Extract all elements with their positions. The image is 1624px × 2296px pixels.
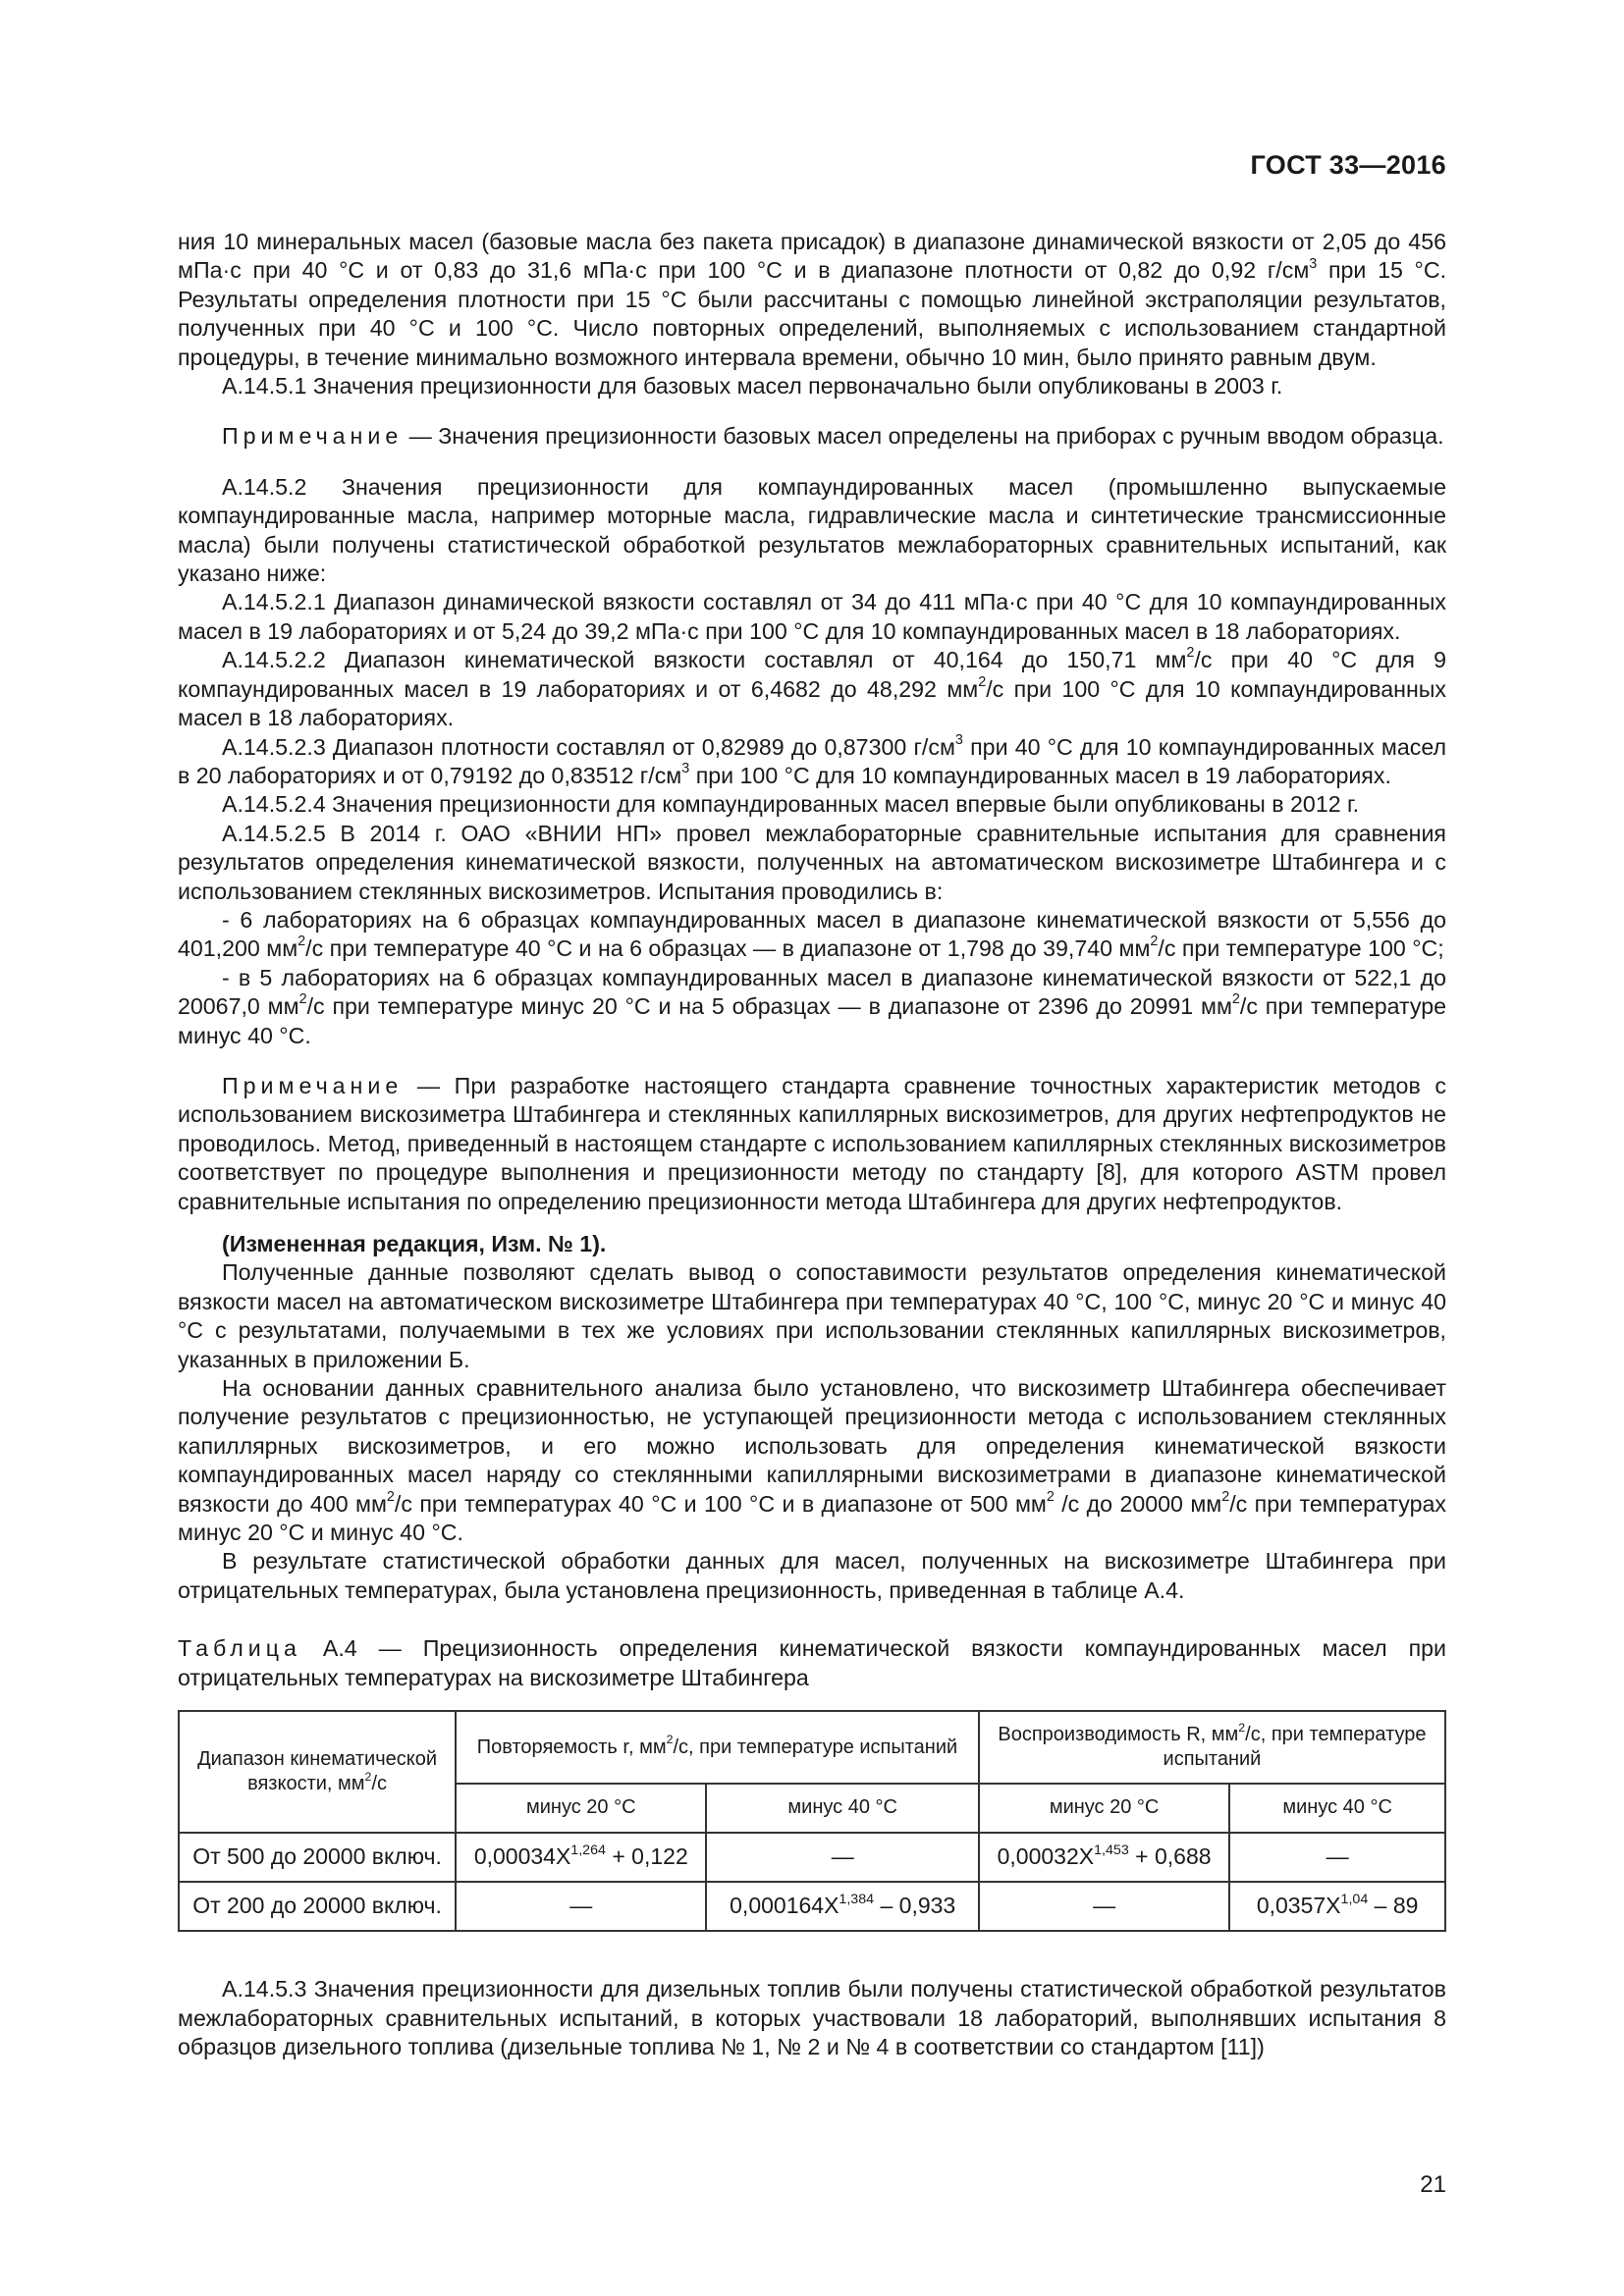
amendment-note: (Измененная редакция, Изм. № 1). — [222, 1231, 607, 1256]
table-cell-range: От 200 до 20000 включ. — [179, 1882, 456, 1931]
table-cell-range: От 500 до 20000 включ. — [179, 1833, 456, 1882]
table-cell: $0,000164X^{1,384} - 0,933$ — [706, 1882, 978, 1931]
table-cell: $0,00032X^{1,453} + 0,688$ — [979, 1833, 1229, 1882]
table-label: Таблица — [178, 1635, 301, 1662]
table-subheader: минус 40 °С — [1229, 1784, 1445, 1833]
note-label: Примечание — [222, 1072, 404, 1098]
precision-table — [178, 1710, 1446, 1932]
note: Примечание — При разработке настоящего стандарта сравнение точностных характеристик методов с использованием вискозиметра Штабингера и стеклянных капиллярных вискозиметров, для других нефтепродуктов не проводилось. Метод, приведенный в настоящем стандарте с использованием капиллярных стеклянных вискозиметров соответствует по процедуре выполнения и прецизионности методу по стандарту [8], для которого ASTM провел сравнительные испытания по определению прецизионности метода Штабингера для других нефтепродуктов. — [178, 1072, 1446, 1214]
table-subheader: минус 40 °С — [706, 1784, 978, 1833]
paragraph: Полученные данные позволяют сделать вывод о сопоставимости результатов определения кинематической вязкости масел на автоматическом вискозиметре Штабингера при температурах 40 °С, 100 °С, минус 20 °С и минус 40 °С с результатами, получаемыми в тех же условиях при использовании стеклянных капиллярных вискозиметров, указанных в приложении Б. — [178, 1259, 1446, 1372]
paragraph: А.14.5.1 Значения прецизионности для базовых масел первоначально были опубликованы в 2003 г. — [222, 373, 1283, 400]
table-cell: $0,00034X^{1,264} + 0,122$ — [456, 1833, 706, 1882]
list-item: - 6 лабораториях на 6 образцах компаундированных масел в диапазоне кинематической вязкости от 5,556 до 401,200 $мм^2/с$ при температуре 40 °С и на 6 образцах — в диапазоне от 1,798 до 39,740 $мм^2/с$ при температуре 100 °С; — [178, 906, 1446, 962]
table-row — [179, 1882, 1445, 1931]
paragraph: На основании данных сравнительного анализа было установлено, что вискозиметр Штабингера обеспечивает получение результатов с прецизионностью, не уступающей прецизионности метода с использованием стеклянных капиллярных вискозиметров, и его можно использовать для определения кинематической вязкости компаундированных масел наряду со стеклянными капиллярными вискозиметрами в диапазоне кинематической вязкости до 400 $мм^2/с$ при температурах 40 °С и 100 °С и в диапазоне от 500 $мм^2$ /с до 20000 $мм^2/с$ при температурах минус 20 °С и минус 40 °С. — [178, 1375, 1446, 1546]
paragraph: А.14.5.2.2 Диапазон кинематической вязкости составлял от 40,164 до 150,71 $мм^2/с$ при 40 °С для 9 компаундированных масел в 19 лабораториях и от 6,4682 до 48,292 $мм^2/с$ при 100 °С для 10 компаундированных масел в 18 лабораториях. — [178, 645, 1447, 731]
note: Примечание — Значения прецизионности базовых масел определены на приборах с ручным вводом образца. — [222, 423, 1444, 450]
document-header: ГОСТ 33—2016 — [1250, 150, 1446, 180]
table-header-range: Диапазон кинематической вязкости, $мм^2/с$ — [179, 1711, 456, 1833]
table-caption: Таблица А.4 — Прецизионность определения кинематической вязкости компаундированных масел при отрицательных температурах на вискозиметре Штабингера — [178, 1635, 1446, 1690]
paragraph: А.14.5.2.1 Диапазон динамической вязкости составлял от 34 до 411 мПа·с при 40 °С для 10 компаундированных масел в 19 лабораториях и от 5,24 до 39,2 мПа·с при 100 °С для 10 компаундированных масел в 18 лабораториях. — [178, 589, 1446, 644]
table-row — [179, 1833, 1445, 1882]
paragraph: А.14.5.2 Значения прецизионности для компаундированных масел (промышленно выпускаемые компаундированные масла, например моторные масла, гидравлические масла и синтетические трансмиссионные масла) были получены статистической обработкой результатов межлабораторных сравнительных испытаний, как указано ниже: — [178, 473, 1446, 587]
table-cell: — — [979, 1882, 1229, 1931]
table-cell: — — [456, 1882, 706, 1931]
list-item: - в 5 лабораториях на 6 образцах компаундированных масел в диапазоне кинематической вязкости от 522,1 до 20067,0 $мм^2/с$ при температуре минус 20 °С и на 5 образцах — в диапазоне от 2396 до 20991 $мм^2/с$ при температуре минус 40 °С. — [178, 964, 1446, 1048]
paragraph: ния 10 минеральных масел (базовые масла без пакета присадок) в диапазоне динамической вязкости от 2,05 до 456 мПа·с при 40 °С и от 0,83 до 31,6 мПа·с при 100 °С и в диапазоне плотности от 0,82 до 0,92 $г/см^3$ при 15 °С. Результаты определения плотности при 15 °С были рассчитаны с помощью линейной экстраполяции результатов, полученных при 40 °С и 100 °С. Число повторных определений, выполняемых с использованием стандартной процедуры, в течение минимально возможного интервала времени, обычно 10 мин, было принято равным двум. — [178, 229, 1447, 370]
paragraph: А.14.5.2.3 Диапазон плотности составлял от 0,82989 до 0,87300 $г/см^3$ при 40 °С для 10 компаундированных масел в 20 лабораториях и от 0,79192 до 0,83512 $г/см^3$ при 100 °С для 10 компаундированных масел в 19 лабораториях. — [178, 731, 1446, 788]
table-cell: — — [706, 1833, 978, 1882]
paragraph: А.14.5.2.4 Значения прецизионности для компаундированных масел впервые были опубликованы в 2012 г. — [222, 791, 1360, 818]
paragraph: А.14.5.2.5 В 2014 г. ОАО «ВНИИ НП» провел межлабораторные сравнительные испытания для сравнения результатов определения кинематической вязкости, полученных на автоматическом вискозиметре Штабингера и с использованием стеклянных вискозиметров. Испытания проводились в: — [178, 820, 1446, 904]
table-header-reproducibility: Воспроизводимость R, $мм^2/с$, при температуре испытаний — [979, 1711, 1445, 1784]
note-label: Примечание — [222, 423, 404, 450]
paragraph: В результате статистической обработки данных для масел, полученных на вискозиметре Штабингера при отрицательных температурах, была установлена прецизионность, приведенная в таблице А.4. — [178, 1548, 1446, 1603]
table-cell: — — [1229, 1833, 1445, 1882]
document-body — [178, 228, 1446, 2061]
table-subheader: минус 20 °С — [456, 1784, 706, 1833]
page-number: 21 — [1420, 2171, 1446, 2198]
table-cell: $0,0357X^{1,04} - 89$ — [1229, 1882, 1445, 1931]
paragraph: А.14.5.3 Значения прецизионности для дизельных топлив были получены статистической обработкой результатов межлабораторных сравнительных испытаний, в которых участвовали 18 лабораторий, выполнявших испытания 8 образцов дизельного топлива (дизельные топлива № 1, № 2 и № 4 в соответствии со стандартом [11]) — [178, 1976, 1446, 2059]
table-header-repeatability: Повторяемость r, $мм^2/с$, при температуре испытаний — [456, 1711, 979, 1784]
table-subheader: минус 20 °С — [979, 1784, 1229, 1833]
